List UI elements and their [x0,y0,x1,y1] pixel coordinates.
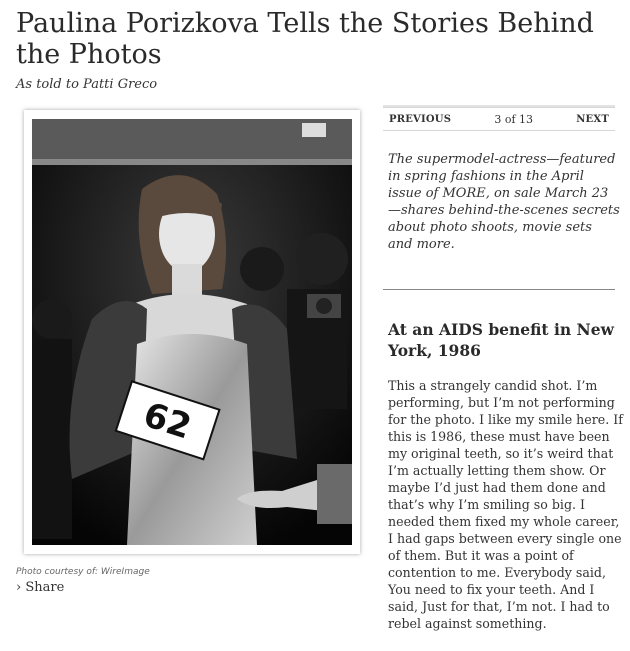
slide-photo[interactable] [32,119,352,545]
next-button[interactable]: NEXT [576,113,609,125]
share-link[interactable]: › Share [16,580,65,595]
byline: As told to Patti Greco [16,77,158,92]
photo-illustration [32,119,352,545]
article-title: Paulina Porizkova Tells the Stories Behind the Photos [16,8,594,70]
photo-credit: Photo courtesy of: WireImage [16,567,150,577]
bib-number: 62 [138,394,197,448]
photo-frame [24,110,360,554]
slide-nav [383,107,615,131]
slide-caption: This a strangely candid shot. I’m performing, but I’m not performing for the photo. I like my smile here. If this is 1986, these must have been my original teeth, so it’s weird that I’m actually letting them show. Or maybe I’d just had them done and that’s why I’m smiling so big. I needed them fixed my whole career, I had gaps between every single one of them. But it was a point of contention to me. Everybody said, You need to fix your teeth. And I said, Just for that, I’m not. I had to rebel against something. [388,378,623,631]
section-divider [383,289,615,290]
slide-counter: 3 of 13 [494,112,534,126]
slide-title: At an AIDS benefit in New York, 1986 [388,320,614,360]
article-intro: The supermodel-actress—featured in spring fashions in the April issue of MORE, on sale March 23—shares behind-the-scenes secrets about photo shoots, movie sets and more. [388,152,620,252]
previous-button[interactable]: PREVIOUS [389,113,452,125]
